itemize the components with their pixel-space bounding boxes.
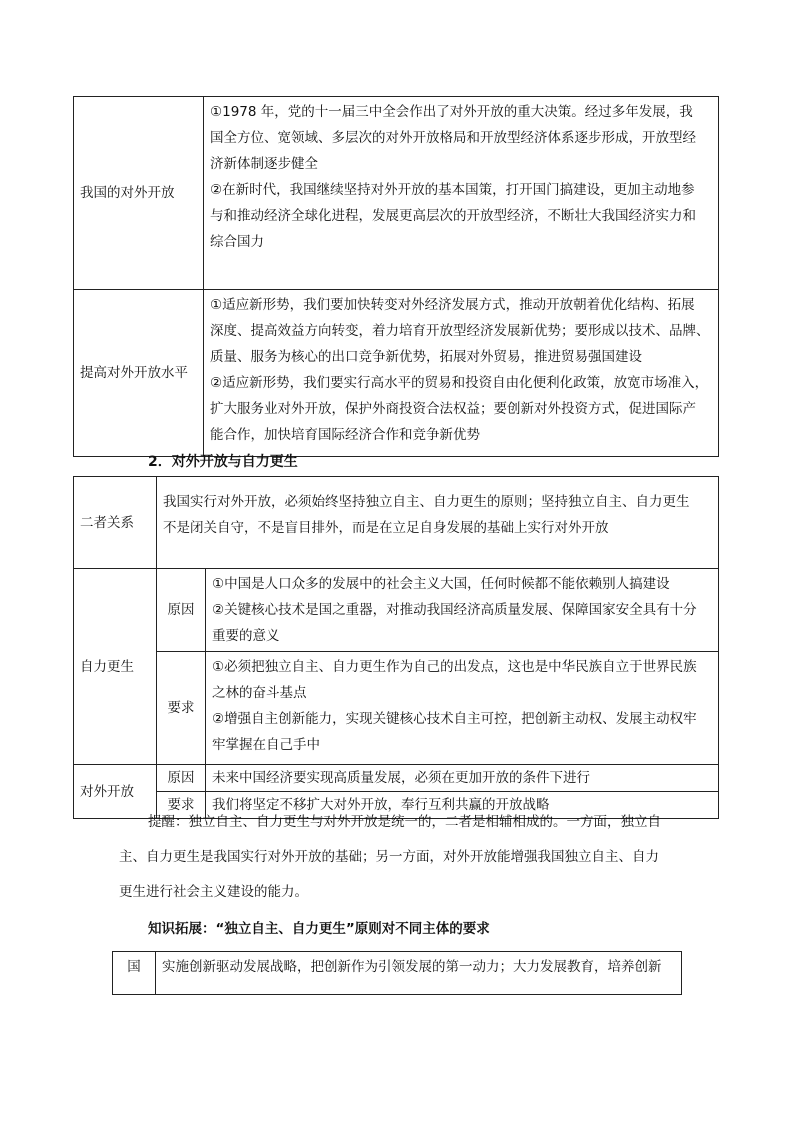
row-content xyxy=(204,97,719,290)
row-content xyxy=(157,477,719,569)
table-row xyxy=(74,652,719,765)
sub-label: 原因 xyxy=(157,569,206,652)
text-line: 济新体制逐步健全 xyxy=(210,156,318,172)
table-row xyxy=(74,765,719,792)
row-content: 未来中国经济要实现高质量发展，必须在更加开放的条件下进行 xyxy=(206,765,719,792)
text-line: 我国实行对外开放，必须始终坚持独立自主、自力更生的原则；坚持独立自主、自力更生 xyxy=(163,494,690,510)
tip-text: 主、自力更生是我国实行对外开放的基础；另一方面，对外开放能增强我国独立自主、自力 xyxy=(119,849,659,865)
row-label: 自力更生 xyxy=(74,569,157,765)
extension-heading: 知识拓展：“独立自主、自力更生”原则对不同主体的要求 xyxy=(148,921,490,937)
text-line: 质量、服务为核心的出口竞争新优势，拓展对外贸易，推进贸易强国建设 xyxy=(210,349,642,365)
text-line: ①中国是人口众多的发展中的社会主义大国，任何时候都不能依赖别人搞建设 xyxy=(212,576,670,592)
text-line: ②适应新形势，我们要实行高水平的贸易和投资自由化便利化政策，放宽市场准入， xyxy=(210,375,709,391)
row-label: 提高对外开放水平 xyxy=(74,290,204,457)
text-line: 牢掌握在自己手中 xyxy=(212,737,320,753)
table-row xyxy=(74,569,719,652)
text-line: ②在新时代，我国继续坚持对外开放的基本国策，打开国门搞建设，更加主动地参 xyxy=(210,182,695,198)
row-content: 我们将坚定不移扩大对外开放，奉行互利共赢的开放战略 xyxy=(206,792,719,819)
text-line: 深度、提高效益方向转变，着力培育开放型经济发展新优势；要形成以技术、品牌、 xyxy=(210,323,710,339)
opening-self-reliance-table xyxy=(73,476,719,819)
text-line: 之林的奋斗基点 xyxy=(212,685,307,701)
table-row xyxy=(74,290,719,457)
text-line: ②增强自主创新能力，实现关键核心技术自主可控，把创新主动权、发展主动权牢 xyxy=(212,711,697,727)
sub-label: 要求 xyxy=(157,792,206,819)
text-line: 不是闭关自守，不是盲目排外，而是在立足自身发展的基础上实行对外开放 xyxy=(163,520,609,536)
text-line: ①必须把独立自主、自力更生作为自己的出发点，这也是中华民族自立于世界民族 xyxy=(212,659,697,675)
text-line: 扩大服务业对外开放，保护外商投资合法权益；要创新对外投资方式，促进国际产 xyxy=(210,401,696,417)
text-line: ①1978 年，党的十一届三中全会作出了对外开放的重大决策。经过多年发展，我 xyxy=(210,104,693,120)
row-label: 国 xyxy=(113,952,156,995)
row-content xyxy=(206,569,719,652)
row-content xyxy=(204,290,719,457)
table-row xyxy=(74,97,719,290)
text-line: 重要的意义 xyxy=(212,628,280,644)
subject-requirements-table xyxy=(112,951,682,995)
text-line: 综合国力 xyxy=(210,234,264,250)
text-line: ②关键核心技术是国之重器，对推动我国经济高质量发展、保障国家安全具有十分 xyxy=(212,602,697,618)
table-row xyxy=(74,477,719,569)
row-content: 实施创新驱动发展战略，把创新作为引领发展的第一动力；大力发展教育，培养创新 xyxy=(156,952,682,995)
row-label: 二者关系 xyxy=(74,477,157,569)
sub-label: 原因 xyxy=(157,765,206,792)
table-row xyxy=(113,952,682,995)
tip-text: 提醒：独立自主、自力更生与对外开放是统一的，二者是相辅相成的。一方面，独立自 xyxy=(148,814,661,830)
text-line: ①适应新形势，我们要加快转变对外经济发展方式，推动开放朝着优化结构、拓展 xyxy=(210,297,695,313)
row-content xyxy=(206,652,719,765)
text-line: 能合作，加快培育国际经济合作和竞争新优势 xyxy=(210,427,480,443)
section-heading: 2．对外开放与自力更生 xyxy=(148,454,298,470)
text-line: 与和推动经济全球化进程，发展更高层次的开放型经济，不断壮大我国经济实力和 xyxy=(210,208,696,224)
row-label: 对外开放 xyxy=(74,765,157,819)
text-line: 国全方位、宽领域、多层次的对外开放格局和开放型经济体系逐步形成，开放型经 xyxy=(210,130,696,146)
sub-label: 要求 xyxy=(157,652,206,765)
opening-up-table xyxy=(73,96,719,457)
row-label: 我国的对外开放 xyxy=(74,97,204,290)
tip-text: 更生进行社会主义建设的能力。 xyxy=(119,884,308,900)
